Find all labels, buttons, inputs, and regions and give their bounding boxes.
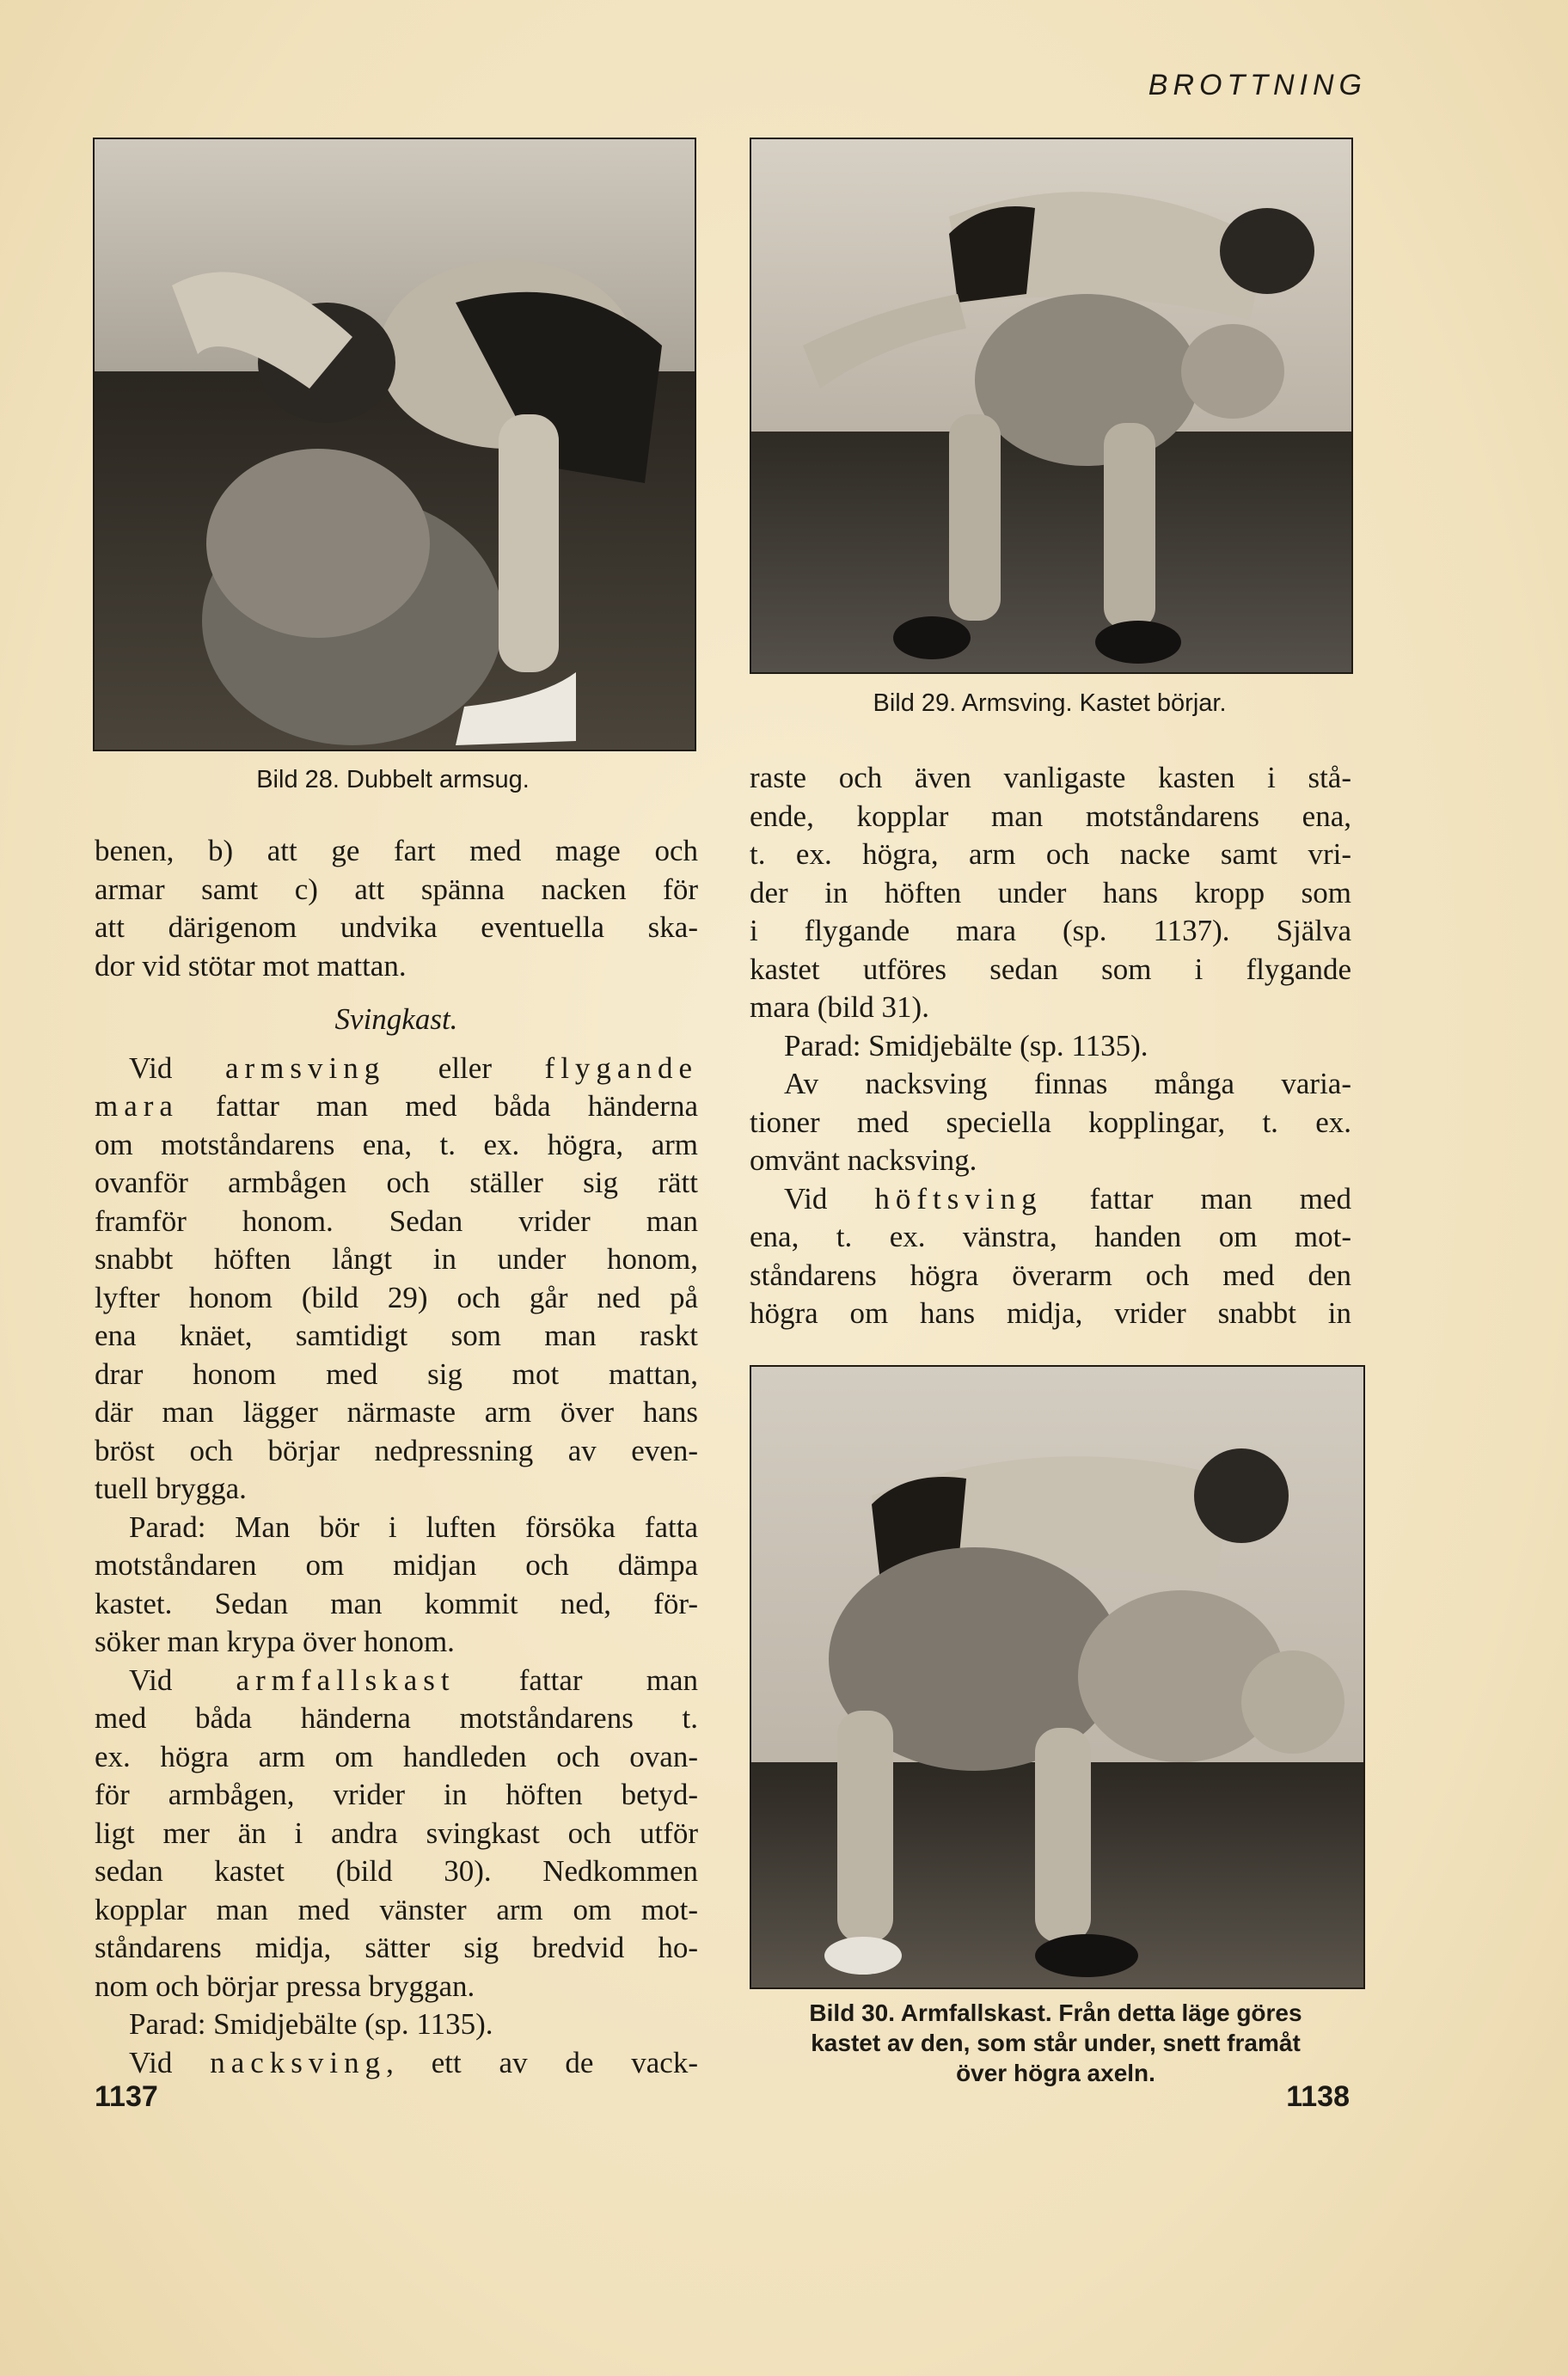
- text-line: snabbt höften långt in under honom,: [95, 1242, 698, 1276]
- text-line: lyfter honom (bild 29) och går ned på: [95, 1280, 698, 1314]
- text-line: kastet. Sedan man kommit ned, för-: [95, 1586, 698, 1620]
- text-line: [95, 1087, 698, 1126]
- caption-bild-28: Bild 28. Dubbelt armsug.: [256, 766, 530, 793]
- term-mara: mara: [95, 1089, 179, 1123]
- text-line: [95, 1050, 698, 1088]
- term-flygande: flygande: [544, 1050, 698, 1085]
- term-armfallskast: armfallskast: [236, 1663, 456, 1697]
- text-fragment: fattar man: [455, 1663, 698, 1697]
- text-fragment: Vid: [784, 1181, 875, 1216]
- running-head: BROTTNING: [1148, 69, 1367, 101]
- text-line: högra om hans midja, vrider snabbt in: [750, 1296, 1351, 1330]
- text-fragment: , ett av de vack-: [386, 2045, 698, 2079]
- text-fragment: fattar man med: [1042, 1181, 1351, 1216]
- text-line: Parad: Smidjebälte (sp. 1135).: [784, 1028, 1148, 1062]
- text-line: att därigenom undvika eventuella ska-: [95, 910, 698, 944]
- caption-bild-29: Bild 29. Armsving. Kastet börjar.: [873, 689, 1227, 717]
- text-line: ende, kopplar man motståndarens ena,: [750, 799, 1351, 833]
- text-line: ena, t. ex. vänstra, handen om mot-: [750, 1220, 1351, 1253]
- wrestling-photo-illustration: [95, 139, 695, 750]
- term-armsving: armsving: [224, 1050, 386, 1085]
- text-line: tuell brygga.: [95, 1472, 247, 1505]
- wrestling-photo-illustration: [751, 139, 1351, 672]
- page-number-right: 1138: [1286, 2080, 1350, 2113]
- text-line: Parad: Smidjebälte (sp. 1135).: [129, 2007, 493, 2041]
- text-line: mara (bild 31).: [750, 990, 929, 1024]
- text-fragment: Vid: [129, 1050, 225, 1085]
- text-line: för armbågen, vrider in höften betyd-: [95, 1778, 698, 1811]
- text-fragment: fattar man med båda händerna: [178, 1089, 698, 1123]
- text-line: framför honom. Sedan vrider man: [95, 1203, 698, 1238]
- text-line: ex. högra arm om handleden och ovan-: [95, 1739, 698, 1773]
- text-line: i flygande mara (sp. 1137). Själva: [750, 914, 1351, 947]
- text-line: ovanför armbågen och ställer sig rätt: [95, 1166, 698, 1199]
- caption-bild-30: [741, 1998, 1370, 2088]
- text-line: ståndarens midja, sätter sig bredvid ho-: [95, 1931, 698, 1964]
- text-line: söker man krypa över honom.: [95, 1625, 455, 1658]
- wrestling-photo-illustration: [751, 1367, 1363, 1987]
- text-line: ena knäet, samtidigt som man raskt: [95, 1319, 698, 1352]
- text-line: där man lägger närmaste arm över hans: [95, 1395, 698, 1429]
- text-line: benen, b) att ge fart med mage och: [95, 834, 698, 867]
- text-line: der in höften under hans kropp som: [750, 875, 1351, 909]
- text-line: ståndarens högra överarm och med den: [750, 1258, 1351, 1292]
- text-line: dor vid stötar mot mattan.: [95, 948, 407, 983]
- text-line: Parad: Man bör i luften försöka fatta: [129, 1509, 698, 1544]
- text-line: kopplar man med vänster arm om mot-: [95, 1892, 698, 1926]
- subheading: Svingkast.: [334, 1002, 458, 1036]
- term-nacksving: nacksving: [210, 2045, 387, 2079]
- page-number-left: 1137: [95, 2080, 158, 2113]
- text-line: bröst och börjar nedpressning av even-: [95, 1433, 698, 1467]
- text-line: drar honom med sig mot mattan,: [95, 1356, 698, 1391]
- text-line: [95, 1662, 698, 1700]
- text-line: nom och börjar pressa bryggan.: [95, 1969, 475, 2003]
- text-line: tioner med speciella kopplingar, t. ex.: [750, 1105, 1351, 1139]
- text-fragment: eller: [385, 1050, 545, 1085]
- text-line: raste och även vanligaste kasten i stå-: [750, 761, 1351, 794]
- text-fragment: Vid: [129, 2045, 211, 2079]
- text-line: t. ex. högra, arm och nacke samt vri-: [750, 837, 1351, 871]
- text-line: Av nacksving finnas många varia-: [784, 1067, 1351, 1100]
- right-column: [750, 759, 1351, 1333]
- text-line: sedan kastet (bild 30). Nedkommen: [95, 1854, 698, 1888]
- text-line: med båda händerna motståndarens t.: [95, 1701, 698, 1735]
- left-column: [95, 832, 698, 2082]
- photo-bild-29: [750, 138, 1353, 674]
- text-line: motståndaren om midjan och dämpa: [95, 1548, 698, 1582]
- text-line: ligt mer än i andra svingkast och utför: [95, 1816, 698, 1850]
- text-line: armar samt c) att spänna nacken för: [95, 872, 698, 906]
- text-line: [95, 2044, 698, 2083]
- term-hoftsving: höftsving: [874, 1181, 1043, 1216]
- caption-line: över högra axeln.: [956, 2060, 1155, 2086]
- text-line: om motståndarens ena, t. ex. högra, arm: [95, 1127, 698, 1161]
- text-line: [750, 1180, 1351, 1219]
- photo-bild-28: [93, 138, 696, 751]
- text-line: kastet utföres sedan som i flygande: [750, 952, 1351, 986]
- text-line: omvänt nacksving.: [750, 1143, 977, 1177]
- caption-line: kastet av den, som står under, snett framåt: [811, 2030, 1301, 2056]
- photo-bild-30: [750, 1365, 1365, 1989]
- text-fragment: Vid: [129, 1663, 236, 1697]
- caption-line: Bild 30. Armfallskast. Från detta läge göres: [809, 1999, 1302, 2026]
